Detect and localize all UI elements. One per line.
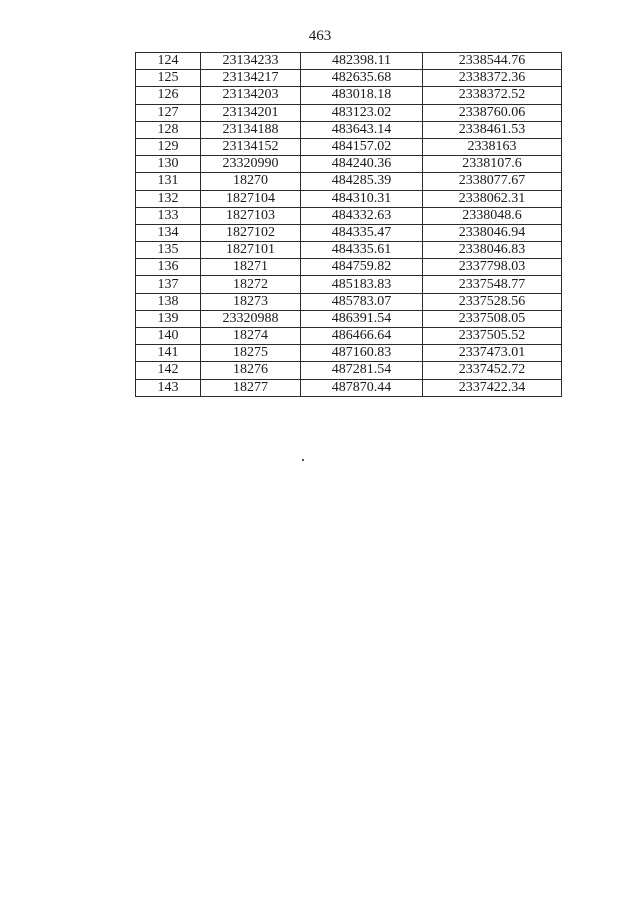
point-id-cell: 1827101 <box>201 242 301 259</box>
point-id-cell: 23134233 <box>201 53 301 70</box>
x-coordinate-cell: 484240.36 <box>301 156 423 173</box>
table-row <box>136 53 562 70</box>
point-id-cell: 23134217 <box>201 70 301 87</box>
table-row <box>136 190 562 207</box>
point-number-cell: 134 <box>136 224 201 241</box>
point-number-cell: 136 <box>136 259 201 276</box>
point-number-cell: 127 <box>136 104 201 121</box>
y-coordinate-cell: 2338372.52 <box>423 87 562 104</box>
y-coordinate-cell: 2337798.03 <box>423 259 562 276</box>
y-coordinate-cell: 2338062.31 <box>423 190 562 207</box>
point-id-cell: 18272 <box>201 276 301 293</box>
y-coordinate-cell: 2338046.94 <box>423 224 562 241</box>
point-id-cell: 23134188 <box>201 121 301 138</box>
x-coordinate-cell: 484332.63 <box>301 207 423 224</box>
point-number-cell: 131 <box>136 173 201 190</box>
point-number-cell: 143 <box>136 379 201 396</box>
point-number-cell: 142 <box>136 362 201 379</box>
point-id-cell: 18270 <box>201 173 301 190</box>
x-coordinate-cell: 484157.02 <box>301 138 423 155</box>
point-id-cell: 1827103 <box>201 207 301 224</box>
point-id-cell: 18274 <box>201 328 301 345</box>
y-coordinate-cell: 2338461.53 <box>423 121 562 138</box>
point-number-cell: 128 <box>136 121 201 138</box>
point-number-cell: 132 <box>136 190 201 207</box>
y-coordinate-cell: 2338544.76 <box>423 53 562 70</box>
point-id-cell: 1827102 <box>201 224 301 241</box>
point-number-cell: 133 <box>136 207 201 224</box>
table-row <box>136 259 562 276</box>
x-coordinate-cell: 486391.54 <box>301 310 423 327</box>
y-coordinate-cell: 2337548.77 <box>423 276 562 293</box>
point-number-cell: 126 <box>136 87 201 104</box>
point-number-cell: 137 <box>136 276 201 293</box>
point-id-cell: 23320988 <box>201 310 301 327</box>
point-id-cell: 1827104 <box>201 190 301 207</box>
x-coordinate-cell: 484335.47 <box>301 224 423 241</box>
y-coordinate-cell: 2337473.01 <box>423 345 562 362</box>
point-id-cell: 18277 <box>201 379 301 396</box>
point-number-cell: 141 <box>136 345 201 362</box>
point-id-cell: 23134152 <box>201 138 301 155</box>
y-coordinate-cell: 2338048.6 <box>423 207 562 224</box>
table-row <box>136 362 562 379</box>
x-coordinate-cell: 484759.82 <box>301 259 423 276</box>
x-coordinate-cell: 487870.44 <box>301 379 423 396</box>
table-row <box>136 345 562 362</box>
y-coordinate-cell: 2338163 <box>423 138 562 155</box>
point-id-cell: 18271 <box>201 259 301 276</box>
point-number-cell: 135 <box>136 242 201 259</box>
x-coordinate-cell: 484285.39 <box>301 173 423 190</box>
page-number: 463 <box>308 28 332 44</box>
x-coordinate-cell: 487160.83 <box>301 345 423 362</box>
table-row <box>136 156 562 173</box>
point-id-cell: 18275 <box>201 345 301 362</box>
point-id-cell: 23134201 <box>201 104 301 121</box>
y-coordinate-cell: 2337508.05 <box>423 310 562 327</box>
x-coordinate-cell: 487281.54 <box>301 362 423 379</box>
table-row <box>136 293 562 310</box>
y-coordinate-cell: 2337528.56 <box>423 293 562 310</box>
table-row <box>136 173 562 190</box>
coordinates-table <box>135 52 562 397</box>
x-coordinate-cell: 485783.07 <box>301 293 423 310</box>
x-coordinate-cell: 483643.14 <box>301 121 423 138</box>
x-coordinate-cell: 486466.64 <box>301 328 423 345</box>
point-number-cell: 125 <box>136 70 201 87</box>
x-coordinate-cell: 485183.83 <box>301 276 423 293</box>
table-row <box>136 242 562 259</box>
table-row <box>136 207 562 224</box>
table-row <box>136 121 562 138</box>
point-number-cell: 129 <box>136 138 201 155</box>
point-id-cell: 18276 <box>201 362 301 379</box>
x-coordinate-cell: 482635.68 <box>301 70 423 87</box>
table-row <box>136 379 562 396</box>
x-coordinate-cell: 483018.18 <box>301 87 423 104</box>
table-row <box>136 310 562 327</box>
scan-speck <box>302 459 304 461</box>
y-coordinate-cell: 2337505.52 <box>423 328 562 345</box>
y-coordinate-cell: 2338107.6 <box>423 156 562 173</box>
table-row <box>136 328 562 345</box>
y-coordinate-cell: 2338046.83 <box>423 242 562 259</box>
x-coordinate-cell: 482398.11 <box>301 53 423 70</box>
point-number-cell: 130 <box>136 156 201 173</box>
point-id-cell: 18273 <box>201 293 301 310</box>
y-coordinate-cell: 2338372.36 <box>423 70 562 87</box>
table-row <box>136 70 562 87</box>
y-coordinate-cell: 2337422.34 <box>423 379 562 396</box>
coordinates-table-body <box>136 53 562 397</box>
table-row <box>136 276 562 293</box>
point-number-cell: 140 <box>136 328 201 345</box>
point-id-cell: 23134203 <box>201 87 301 104</box>
table-row <box>136 138 562 155</box>
y-coordinate-cell: 2338760.06 <box>423 104 562 121</box>
x-coordinate-cell: 483123.02 <box>301 104 423 121</box>
y-coordinate-cell: 2337452.72 <box>423 362 562 379</box>
point-id-cell: 23320990 <box>201 156 301 173</box>
x-coordinate-cell: 484310.31 <box>301 190 423 207</box>
table-row <box>136 87 562 104</box>
table-row <box>136 104 562 121</box>
table-row <box>136 224 562 241</box>
y-coordinate-cell: 2338077.67 <box>423 173 562 190</box>
point-number-cell: 138 <box>136 293 201 310</box>
point-number-cell: 139 <box>136 310 201 327</box>
x-coordinate-cell: 484335.61 <box>301 242 423 259</box>
point-number-cell: 124 <box>136 53 201 70</box>
